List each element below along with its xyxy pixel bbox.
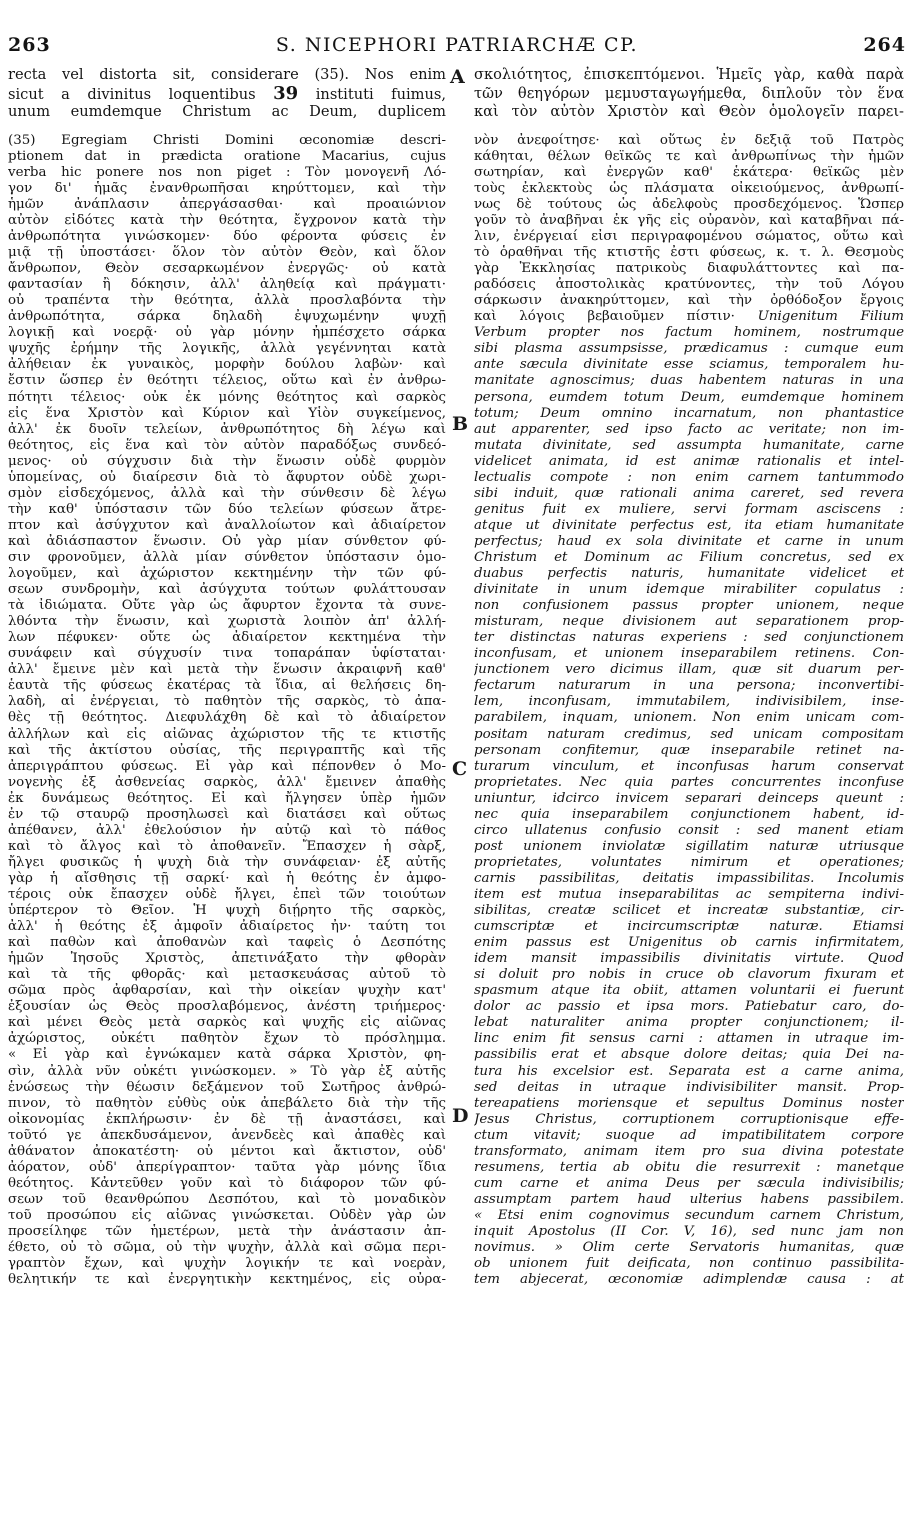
text-line: manitate agnoscimus; duas habentem naturas in una — [474, 373, 904, 389]
text-line: μενος· οὐ σύγχυσιν διὰ τὴν ἕνωσιν οὐδὲ φυρμὸν — [8, 453, 446, 469]
text-line: γὰρ ἡ αἴσθησις τῇ σαρκί· καὶ ἡ θεότης ἐν ἀμφο- — [8, 870, 446, 886]
text-line: καὶ μένει Θεὸς μετὰ σαρκὸς καὶ ψυχῆς εἰς αἰῶνας — [8, 1015, 446, 1031]
margin-marker-c: C — [452, 758, 468, 780]
text-line — [474, 309, 904, 325]
latin-segment: Unigenitum Filium — [757, 309, 904, 325]
text-line: enim passus est Unigenitus ob carnis infirmitatem, — [474, 935, 904, 951]
text-line: tura his excelsior est. Separata est a carne anima, — [474, 1063, 904, 1079]
text-line: ραδόσεις ἀποστολικὰς κρατύνοντες, τὴν τοῦ Λόγου — [474, 277, 904, 293]
text-line: λαδὴ, αἱ ἐνέργειαι, τὸ παθητὸν τῆς σαρκὸς, τὸ ἀπα- — [8, 694, 446, 710]
footnote-35 — [8, 133, 446, 1288]
text-line: ὑπομείνας, οὐ διαίρεσιν διὰ τὸ ἄφυρτον οὐδὲ χωρι- — [8, 469, 446, 485]
text-line: junctionem vero dicimus illam, quæ sit duarum per- — [474, 662, 904, 678]
text-line: λιν, ἐνέργειαί εἰσι περιγραφομένου σώματος, οὕτω καὶ — [474, 229, 904, 245]
text-line: tem abjecerat, œconomiæ adimplendæ causa : at — [474, 1272, 904, 1288]
text-line: καὶ παθὼν καὶ ἀποθανὼν καὶ ταφεὶς ὁ Δεσπότης — [8, 935, 446, 951]
text-line: ctum vitavit; suoque ad impatibilitatem corpore — [474, 1127, 904, 1143]
text-line: ἐκ δυνάμεως θεότητος. Εἰ καὶ ἤλγησεν ὑπὲρ ἡμῶν — [8, 790, 446, 806]
text-line: έθετο, οὐ τὸ σῶμα, οὐ τὴν ψυχὴν, ἀλλὰ καὶ σῶμα περι- — [8, 1240, 446, 1256]
text-line: Christum et Dominum ac Filium concretus, sed ex — [474, 550, 904, 565]
text-line: verba hic ponere nos non piget : Τὸν μονογενῆ Λό- — [8, 164, 446, 180]
text-line: καὶ τῆς ἀκτίστου οὐσίας, τῆς περιγραπτῆς καὶ τῆς — [8, 742, 446, 758]
text-line: ἑνώσεως τὴν θέωσιν δεξάμενον τοῦ Σωτῆρος ἀνθρώ- — [8, 1079, 446, 1095]
text-line: cum carne et anima Deus per sæcula indivisibilis; — [474, 1175, 904, 1191]
text-line: τὰ ἰδιώματα. Οὔτε γὰρ ὡς ἄφυρτον ἔχοντα τὰ συνε- — [8, 598, 446, 614]
margin-marker-d: D — [452, 1105, 469, 1127]
text-line: ob unionem fuit deificata, non continuo passibilita- — [474, 1256, 904, 1272]
text-line: spasmum atque ita obiit, attamen voluntarii ei fuerunt — [474, 983, 904, 999]
text-line: uniuntur, idcirco invicem separari deinceps queunt : — [474, 790, 904, 806]
text-line: λογοῦμεν, καὶ ἀχώριστον κεκτημένην τὴν τῶν φύ- — [8, 566, 446, 582]
text-line: θὲς τῇ θεότητος. Διεφυλάχθη δὲ καὶ τὸ ἀδιαίρετον — [8, 710, 446, 726]
text-line: carnis passibilitas, deitatis impassibilitas. Incolumis — [474, 870, 904, 886]
text-line: καὶ τὰ τῆς φθορᾶς· καὶ μετασκευάσας αὐτοῦ τὸ — [8, 967, 446, 983]
text-line: σεων τοῦ θεανθρώπου Δεσπότου, καὶ τὸ μοναδικὸν — [8, 1191, 446, 1207]
running-title: S. NICEPHORI PATRIARCHÆ CP. — [275, 34, 639, 56]
page-number-left: 263 — [8, 34, 51, 56]
text-line: positam naturam credimus, sed unicam compositam — [474, 726, 904, 742]
text-segment: instituti fuimus, — [315, 85, 446, 103]
text-line: ἀνθρωπότητα γινώσκομεν· δύο φέροντα φύσεις ἐν — [8, 229, 446, 245]
text-line: duabus perfectis naturis, humanitate videlicet et — [474, 566, 904, 582]
text-line: θεότητος. Κἀντεῦθεν γοῦν καὶ τὸ διάφορον τῶν φύ- — [8, 1175, 446, 1191]
text-line: θελητικήν τε καὶ ἐνεργητικὴν κεκτημένος, εἰς οὐρα- — [8, 1272, 446, 1288]
margin-marker-b: B — [452, 413, 469, 435]
text-line: Verbum propter nos factum hominem, nostrumque — [474, 325, 904, 341]
text-line: ptionem dat in prædicta oratione Macarius, cujus — [8, 148, 446, 164]
text-line: cumscriptæ et incircumscriptæ naturæ. Etiamsi — [474, 919, 904, 935]
text-line: ἀπέθανεν, ἀλλ' ἐθελούσιον ἦν αὐτῷ καὶ τὸ πάθος — [8, 822, 446, 838]
text-line: linc enim fit sensus carni : attamen in utraque im- — [474, 1031, 904, 1047]
text-line: τῶν θεηγόρων μεμυσταγωγήμεθα, διπλοῦν τὸν ἕνα — [474, 84, 904, 102]
text-line: lem, inconfusam, immutabilem, indivisibilem, inse- — [474, 694, 904, 710]
text-line: φαντασίαν ἢ δόκησιν, ἀλλ' ἀληθείᾳ καὶ πράγματι· — [8, 277, 446, 293]
text-line: ἤλγει φυσικῶς ἡ ψυχὴ διὰ τὴν συνάφειαν· ἐξ αὐτῆς — [8, 854, 446, 870]
right-main-text — [474, 66, 904, 122]
text-line: γον δι' ἡμᾶς ἐνανθρωπῆσαι κηρύττομεν, καὶ τὴν — [8, 180, 446, 196]
greek-segment: καὶ λόγοις βεβαιοῦμεν πίστιν· — [474, 309, 735, 325]
text-line: σιν φρονοῦμεν, ἀλλὰ μίαν σύνθετον ὑπόστασιν ὁμο- — [8, 550, 446, 565]
text-line: lectualis compote : non enim carnem tantummodo — [474, 469, 904, 485]
text-line: ἡμῶν ἀνάπλασιν ἀπεργάσασθαι· καὶ προαιώνιον — [8, 196, 446, 212]
text-line: si doluit pro nobis in cruce ob clavorum fixuram et — [474, 967, 904, 983]
left-main-text — [8, 66, 446, 122]
text-line: (35) Egregiam Christi Domini œconomiæ descri- — [8, 132, 446, 148]
text-line: ἐξουσίαν ὡς Θεὸς προσλαβόμενος, ἀνέστη τριήμερος· — [8, 999, 446, 1015]
text-line: fectarum naturarum in una persona; inconvertibi- — [474, 678, 904, 694]
text-segment: sicut a divinitus loquentibus — [8, 85, 256, 103]
text-line: videlicet animata, id est animæ rationalis et intel- — [474, 453, 904, 469]
text-line: καὶ τὸ ἄλγος καὶ τὸ ἀποθανεῖν. Ἔπασχεν ἡ σὰρξ, — [8, 838, 446, 854]
text-line: ἀόρατον, οὐδ' ἀπερίγραπτον· ταῦτα γὰρ μόνης ἴδια — [8, 1159, 446, 1175]
text-line: ἡμῶν Ἰησοῦς Χριστὸς, ἀπετινάξατο τὴν φθορὰν — [8, 951, 446, 967]
text-line: μιᾷ τῇ ὑποστάσει· ὅλον τὸν αὐτὸν Θεὸν, καὶ ὅλον — [8, 245, 446, 261]
text-line: εἰς ἕνα Χριστὸν καὶ Κύριον καὶ Υἱὸν συγκείμενος, — [8, 405, 446, 421]
text-line: σὶν, ἀλλὰ νῦν οὐκέτι γινώσκομεν. » Τὸ γὰρ ἐξ αὐτῆς — [8, 1063, 446, 1079]
text-line: turarum vinculum, et inconfusas harum conservat — [474, 758, 904, 774]
text-line: parabilem, inquam, unionem. Non enim unicam com- — [474, 710, 904, 726]
right-greek-text — [474, 133, 904, 310]
text-line: totum; Deum omnino incarnatum, non phantastice — [474, 405, 904, 421]
text-line: λογικῇ καὶ νοερᾷ· οὐ γὰρ μόνην ἠμπέσχετο σάρκα — [8, 325, 446, 341]
text-line: νὸν ἀνεφοίτησε· καὶ οὕτως ἐν δεξιᾷ τοῦ Πατρὸς — [474, 132, 904, 148]
text-line: atque ut divinitate perfectus est, ita etiam humanitate — [474, 517, 904, 533]
text-line: τοῦ προσώπου εἰς αἰῶνας γινώσκεται. Οὐδὲν γὰρ ὧν — [8, 1207, 446, 1223]
text-line: idem mansit impassibilis divinitatis virtute. Quod — [474, 951, 904, 967]
text-line: θεότητος, εἰς ἕνα καὶ τὸν αὐτὸν παραδόξως συνδεό- — [8, 437, 446, 453]
text-line: καὶ τὸν αὐτὸν Χριστὸν καὶ Θεὸν ὁμολογεῖν παρει- — [474, 103, 904, 121]
text-line: nec quia inseparabilem conjunctionem habent, id- — [474, 806, 904, 822]
text-line: ἐν τῷ σταυρῷ προσηλωσεὶ καὶ διατάσει καὶ οὕτως — [8, 806, 446, 822]
text-line: inconfusam, et unionem inseparabilem retinens. Con- — [474, 646, 904, 662]
text-line: ante sæcula divinitate esse sciamus, temporalem hu- — [474, 357, 904, 373]
text-line: ἑαυτὰ τῆς φύσεως ἑκατέρας τὰ ἴδια, αἱ θελήσεις δη- — [8, 678, 446, 694]
text-line: post unionem inviolatæ sigillatim naturæ utriusque — [474, 838, 904, 854]
text-line: ἀλλ' ἔμεινε μὲν καὶ μετὰ τὴν ἕνωσιν ἀκραιφνῆ καθ' — [8, 662, 446, 678]
text-line: αὐτὸν εἰδότες κατὰ τὴν θεότητα, ἔγχρονον κατὰ τὴν — [8, 213, 446, 229]
text-line: ἀθάνατον ἀποκατέστη· οὐ μέντοι καὶ ἄκτιστον, οὐδ' — [8, 1143, 446, 1159]
text-line: ἄνθρωπον, Θεὸν σεσαρκωμένον ἐνεργῶς· οὐ κατὰ — [8, 261, 446, 277]
text-line: lebat naturaliter anima propter conjunctionem; il- — [474, 1015, 904, 1031]
text-line: circo ullatenus confusio consit : sed manent etiam — [474, 822, 904, 838]
text-line: sibilitas, creatæ scilicet et increatæ substantiæ, cir- — [474, 903, 904, 919]
text-line: νογενὴς ἐξ ἀσθενείας σαρκὸς, ἀλλ' ἔμεινεν ἀπαθὴς — [8, 774, 446, 790]
text-line: novimus. » Olim certe Servatoris humanitas, quæ — [474, 1240, 904, 1256]
text-line: « Etsi enim cognovimus secundum carnem Christum, — [474, 1207, 904, 1223]
text-line: proprietates, voluntates nimirum et operationes; — [474, 854, 904, 870]
text-line: unum eumdemque Christum ac Deum, duplicem — [8, 103, 446, 121]
text-line: ἀλλήλων καὶ εἰς αἰῶνας ἀχώριστον τῆς τε κτιστῆς — [8, 726, 446, 742]
page-number-right: 264 — [863, 34, 906, 56]
text-line: κάθηται, θέλων θεϊκῶς τε καὶ ἀνθρωπίνως τὴν ἡμῶν — [474, 148, 904, 164]
text-line: aut apparenter, sed ipso facto ac veritate; non im- — [474, 421, 904, 437]
text-line: οὐ τραπέντα τὴν θεότητα, ἀλλὰ προσλαβόντα τὴν — [8, 293, 446, 309]
text-line: divinitate in unum idemque mirabiliter copulatus : — [474, 582, 904, 598]
text-line: assumptam partem haud ulterius habens passibilem. — [474, 1191, 904, 1207]
text-line: proprietates. Nec quia partes concurrentes inconfuse — [474, 774, 904, 790]
text-line: ἀλλ' ἐκ δυοῖν τελείων, ἀνθρωπότητος δὴ λέγω καὶ — [8, 421, 446, 437]
text-line: Jesus Christus, corruptionem corruptionisque effe- — [474, 1111, 904, 1127]
text-line: item est mutua inseparabilitas ac sempiterna indivi- — [474, 886, 904, 902]
right-column — [474, 66, 904, 1288]
text-line: προσείληφε τῶν ἡμετέρων, μετὰ τὴν ἀνάστασιν ἀπ- — [8, 1223, 446, 1239]
text-line: misturam, neque divisionem aut separationem prop- — [474, 614, 904, 630]
text-line: genitus fuit ex muliere, servi formam asciscens : — [474, 501, 904, 517]
text-line: perfectus; haud ex sola divinitate et carne in unum — [474, 533, 904, 549]
text-line: sed deitas in utraque indivisibiliter mansit. Prop- — [474, 1079, 904, 1095]
text-line: πτον καὶ ἀσύγχυτον καὶ ἀναλλοίωτον καὶ ἀδιαίρετον — [8, 517, 446, 533]
text-line: οἰκονομίας ἐκπλήρωσιν· ἐν δὲ τῇ ἀναστάσει, καὶ — [8, 1111, 446, 1127]
text-line: τέροις οὐκ ἔπασχεν οὐδὲ ἤλγει, ἐπεὶ τῶν τοιούτων — [8, 886, 446, 902]
text-line: λων πέφυκεν· οὔτε ὡς ἀδιαίρετον κεκτημένα τὴν — [8, 630, 446, 646]
text-line: ὑπέρτερον τὸ Θεῖον. Ἡ ψυχὴ διῄρητο τῆς σαρκὸς, — [8, 903, 446, 919]
text-line: τοῦτό γε ἀπεκδυσάμενον, ἀνενδεὲς καὶ ἀπαθὲς καὶ — [8, 1127, 446, 1143]
text-line: γὰρ Ἐκκλησίας πατρικοὺς διαφυλάττοντες καὶ πα- — [474, 261, 904, 277]
text-line: ἀχώριστος, οὐκέτι παθητὸν ἔχων τὸ πρόσλημμα. — [8, 1031, 446, 1047]
text-line: τοὺς ἐκλεκτοὺς ὡς πλάσματα οἰκειούμενος, ἀνθρωπί- — [474, 180, 904, 196]
text-line: ter distinctas naturas experiens : sed conjunctionem — [474, 630, 904, 646]
page-header — [8, 34, 906, 62]
text-line: σεων συνδρομὴν, καὶ ἀσύγχυτα τούτων φυλάττουσαν — [8, 582, 446, 598]
text-line: « Εἰ γὰρ καὶ ἐγνώκαμεν κατὰ σάρκα Χριστὸν, φη- — [8, 1047, 446, 1063]
text-line: πινον, τὸ παθητὸν εὐθὺς οὐκ ἀπεβάλετο διὰ τὴν τῆς — [8, 1095, 446, 1111]
text-line: mutata divinitate, sed assumpta humanitate, carne — [474, 437, 904, 453]
text-line: γραπτὸν ἔχων, καὶ ψυχὴν λογικήν τε καὶ νοερὰν, — [8, 1256, 446, 1272]
text-line: τὴν καθ' ὑπόστασιν τῶν δύο τελείων φύσεων ἄτρε- — [8, 501, 446, 517]
text-line: καὶ ἀδιάσπαστον ἕνωσιν. Οὐ γὰρ μίαν σύνθετον φύ- — [8, 533, 446, 549]
text-line: σωτηρίαν, καὶ ἐνεργῶν καθ' ἑκάτερα· θεϊκῶς μὲν — [474, 164, 904, 180]
text-line: recta vel distorta sit, considerare (35). Nos enim — [8, 66, 446, 83]
text-line: λθόντα τὴν ἕνωσιν, καὶ χωριστὰ λοιπὸν ἀπ' ἀλλή- — [8, 614, 446, 630]
left-column — [8, 66, 446, 1288]
right-latin-translation — [474, 325, 904, 1288]
text-line: πότητι τέλειος· οὐκ ἐκ μόνης θεότητος καὶ σαρκὸς — [8, 389, 446, 405]
text-line: σκολιότητος, ἐπισκεπτόμενοι. Ἡμεῖς γὰρ, καθὰ παρὰ — [474, 66, 904, 83]
text-line: personam confitemur, quæ inseparabile retinet na- — [474, 742, 904, 758]
text-line: ψυχῆς ἐρήμην τῆς λογικῆς, ἀλλὰ γεγέννηται κατὰ — [8, 341, 446, 357]
text-line: inquit Apostolus (II Cor. V, 16), sed nunc jam non — [474, 1223, 904, 1239]
text-line: σάρκωσιν ἀνακηρύττομεν, καὶ τὴν ὀρθόδοξον ἔργοις — [474, 293, 904, 309]
text-line: σμὸν εἰσδεχόμενος, ἀλλὰ καὶ τὴν σύνθεσιν δὲ λέγω — [8, 485, 446, 501]
text-line: ἀπεριγράπτου φύσεως. Εἰ γὰρ καὶ πέπονθεν ὁ Μο- — [8, 758, 446, 774]
margin-marker-a: A — [450, 66, 465, 88]
marginal-number: 39 — [273, 84, 299, 104]
text-line: persona, eumdem totum Deum, eumdemque hominem — [474, 389, 904, 405]
text-line: συνάφειν καὶ σύγχυσίν τινα τοπαράπαν ὑφίσταται· — [8, 646, 446, 662]
text-line: resumens, tertia ab obitu die resurrexit : manetque — [474, 1159, 904, 1175]
text-line: sibi induit, quæ rationali anima careret, sed revera — [474, 485, 904, 501]
text-line: sibi plasma assumpsisse, prædicamus : cumque eum — [474, 341, 904, 357]
text-line: ἀλλ' ἡ θεότης ἐξ ἀμφοῖν ἀδιαίρετος ἦν· ταύτη τοι — [8, 919, 446, 935]
text-line: dolor ac passio et ipsa mors. Patiebatur caro, do- — [474, 999, 904, 1015]
text-line: σῶμα πρὸς ἀφθαρσίαν, καὶ τὴν οἰκείαν ψυχὴν κατ' — [8, 983, 446, 999]
text-line: ἀνθρωπότητα, σάρκα δηλαδὴ ἐψυχωμένην ψυχῇ — [8, 309, 446, 325]
text-line: passibilis erat et absque dolore deitas; quia Dei na- — [474, 1047, 904, 1063]
text-line: γοῦν τὸ ἀναβῆναι ἐκ γῆς εἰς οὐρανὸν, καὶ καταβῆναι πά- — [474, 213, 904, 229]
text-line: ἀλήθειαν ἐκ γυναικὸς, μορφὴν δούλου λαβὼν· καὶ — [8, 357, 446, 373]
text-line — [8, 85, 446, 104]
text-line: νως δὲ τούτους ὡς ἀδελφοὺς προσδεχόμενος. Ὥσπερ — [474, 196, 904, 212]
text-line: τὸ ὁραθῆναι τῆς κτιστῆς ἐστι φύσεως, κ. τ. λ. Θεσμοὺς — [474, 245, 904, 261]
text-line: transformato, animam item pro sua divina potestate — [474, 1143, 904, 1159]
text-line: non confusionem passus propter unionem, neque — [474, 598, 904, 614]
text-line: tereapatiens moriensque et sepultus Dominus noster — [474, 1095, 904, 1111]
text-line: ἔστιν ὥσπερ ἐν θεότητι τέλειος, οὕτω καὶ ἐν ἀνθρω- — [8, 373, 446, 389]
